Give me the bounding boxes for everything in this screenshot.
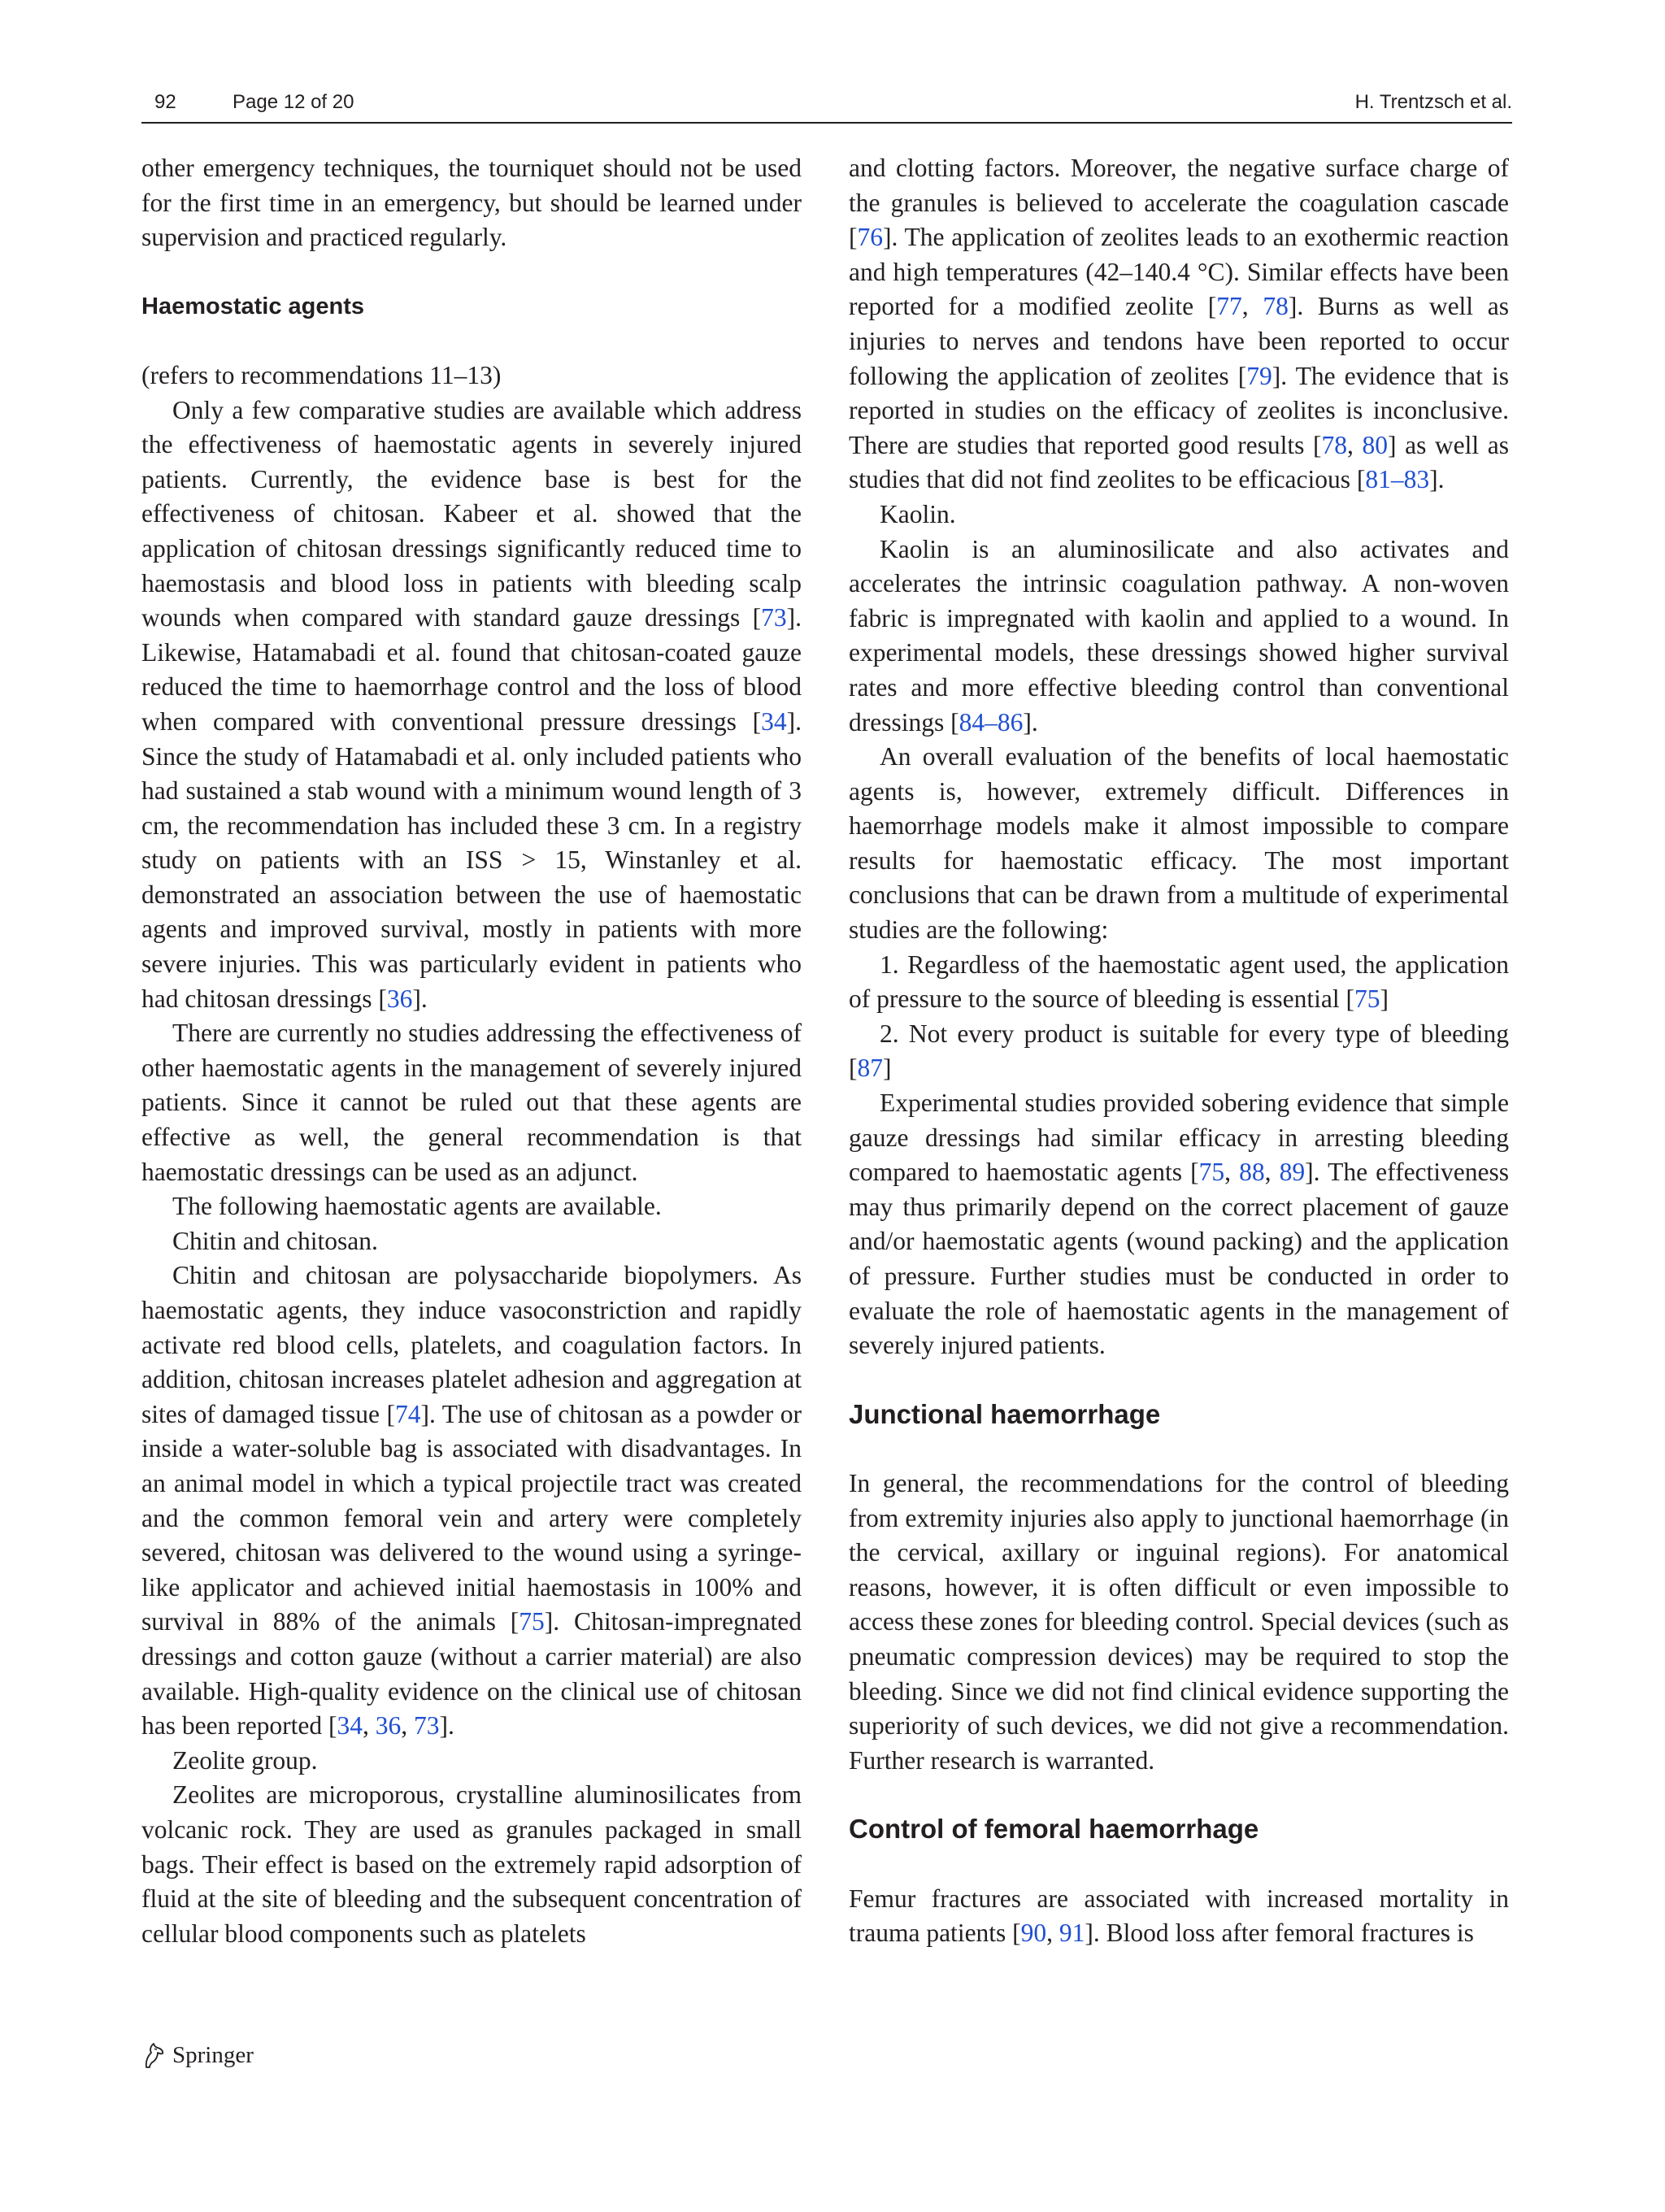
section-heading-junctional-haemorrhage: Junctional haemorrhage [849, 1398, 1161, 1429]
section-heading-haemostatic-agents: Haemostatic agents [141, 293, 364, 319]
paragraph: Kaolin is an aluminosilicate and also activates and accelerates the intrinsic coagulation pathway. A non-woven fabric is impregnated with kaolin and applied to a wound. In experimental models, these dressings showed higher survival rates and more effective bleeding control than conventional dressings [84–86]. [849, 534, 1509, 737]
citation-link[interactable]: 78 [1263, 292, 1289, 321]
citation-link[interactable]: 89 [1279, 1158, 1306, 1187]
paragraph: Chitin and chitosan are polysaccharide biopolymers. As haemostatic agents, they induce vasoconstriction and rapidly activate red blood cells, platelets, and coagulation factors. In addition, chitosan increases platelet adhesion and aggregation at sites of damaged tissue [74]. The use of chitosan as a powder or inside a water-soluble bag is associated with disadvantages. In an animal model in which a typical projectile tract was created and the common femoral vein and artery were completely severed, chitosan was delivered to the wound using a syringe-like applicator and achieved initial haemostasis in 100% and survival in 88% of the animals [75]. Chitosan-impregnated dressings and cotton gauze (without a carrier material) are also available. High-quality evidence on the clinical use of chitosan has been reported [34, 36, 73]. [141, 1261, 802, 1740]
paragraph: Kaolin. [880, 499, 956, 528]
citation-link[interactable]: 73 [761, 603, 787, 632]
paragraph: Zeolite group. [172, 1745, 318, 1775]
paragraph: Experimental studies provided sobering evidence that simple gauze dressings had similar efficacy in arresting bleeding compared to haemostatic agents [75, 88, 89]. The effectiveness may thus primarily depend on the correct placement of gauze and/or haemostatic agents (wound packing) and the application of pressure. Further studies must be conducted in order to evaluate the role of haemostatic agents in the management of severely injured patients. [849, 1089, 1510, 1360]
citation-link[interactable]: 73 [414, 1711, 440, 1740]
citation-link[interactable]: 36 [386, 984, 413, 1013]
paragraph: Zeolites are microporous, crystalline aluminosilicates from volcanic rock. They are used as granules packaged in small bags. Their effect is based on the extremely rapid adsorption of fluid at the site of bleeding and the subsequent concentration of cellular blood components such as platelets [141, 1780, 802, 1948]
citation-link[interactable]: 78 [1321, 430, 1348, 459]
running-head-authors: H. Trentzsch et al. [1354, 91, 1512, 113]
citation-link[interactable]: 75 [1198, 1158, 1225, 1187]
page-number: 92 [154, 91, 176, 113]
paragraph: Only a few comparative studies are available which address the effectiveness of haemostatic agents in severely injured patients. Currently, the evidence base is best for the effectiveness of chitosan. Kabeer et al. showed that the application of chitosan dressings significantly reduced time to haemostasis and blood loss in patients with bleeding scalp wounds when compared with standard gauze dressings [73]. Likewise, Hatamabadi et al. found that chitosan-coated gauze reduced the time to haemorrhage control and the loss of blood when compared with conventional pressure dressings [34]. Since the study of Hatamabadi et al. only included patients who had sustained a stab wound with a minimum wound length of 3 cm, the recommendation has included these 3 cm. In a registry study on patients with an ISS > 15, Winstanley et al. demonstrated an association between the use of haemostatic agents and improved survival, mostly in patients with more severe injuries. This was particularly evident in patients who had chitosan dressings [36]. [141, 395, 802, 1013]
right-column [849, 151, 1509, 1951]
paragraph: Femur fractures are associated with increased mortality in trauma patients [90, 91]. Blood loss after femoral fractures is [849, 1884, 1509, 1948]
left-column [141, 151, 802, 1951]
citation-link[interactable]: 74 [394, 1399, 421, 1428]
publisher-footer [141, 2039, 254, 2071]
citation-link[interactable]: 87 [857, 1054, 883, 1083]
citation-link[interactable]: 36 [375, 1711, 402, 1740]
publisher-name: Springer [172, 2041, 254, 2068]
citation-link[interactable]: 75 [1354, 984, 1380, 1014]
list-item: 1. Regardless of the haemostatic agent used, the application of pressure to the source of bleeding is essential [75] [849, 950, 1509, 1014]
paragraph: An overall evaluation of the benefits of local haemostatic agents is, however, extremely difficult. Differences in haemorrhage models make it almost impossible to compare results for haemostatic efficacy. The most important conclusions that can be drawn from a multitude of experimental studies are the following: [849, 742, 1509, 945]
paragraph: There are currently no studies addressing the effectiveness of other haemostatic agents in the management of severely injured patients. Since it cannot be ruled out that these agents are effective as well, the general recommendation is that haemostatic dressings can be used as an adjunct. [141, 1019, 802, 1186]
paragraph: The following haemostatic agents are available. [172, 1192, 662, 1221]
citation-link[interactable]: 34 [337, 1711, 363, 1740]
paragraph: and clotting factors. Moreover, the negative surface charge of the granules is believed to accelerate the coagulation cascade [76]. The application of zeolites leads to an exothermic reaction and high temperatures (42–140.4 °C). Similar effects have been reported for a modified zeolite [77, 78]. Burns as well as injuries to nerves and tendons have been reported to occur following the application of zeolites [79]. The evidence that is reported in studies on the efficacy of zeolites is inconclusive. There are studies that reported good results [78, 80] as well as studies that did not find zeolites to be efficacious [81–83]. [849, 154, 1510, 494]
citation-link[interactable]: 79 [1246, 361, 1272, 390]
citation-link[interactable]: 34 [761, 706, 787, 736]
citation-link[interactable]: 80 [1362, 430, 1388, 459]
paragraph: In general, the recommendations for the control of bleeding from extremity injuries also apply to junctional haemorrhage (in the cervical, axillary or inguinal regions). For anatomical reasons, however, it is often difficult or even impossible to access these zones for bleeding control. Special devices (such as pneumatic compression devices) may be required to stop the bleeding. Since we did not find clinical evidence supporting the superiority of such devices, we did not give a recommendation. Further research is warranted. [849, 1468, 1509, 1775]
citation-link[interactable]: 91 [1059, 1919, 1085, 1948]
paragraph: other emergency techniques, the tourniquet should not be used for the first time in an emergency, but should be learned under supervision and practiced regularly. [141, 154, 802, 252]
paragraph: Chitin and chitosan. [172, 1226, 378, 1255]
list-item: 2. Not every product is suitable for every type of bleeding [87] [849, 1019, 1509, 1083]
citation-link[interactable]: 88 [1239, 1158, 1265, 1187]
citation-link[interactable]: 75 [519, 1607, 545, 1636]
citation-link[interactable]: 77 [1216, 292, 1242, 321]
citation-link[interactable]: 84–86 [959, 707, 1024, 737]
citation-link[interactable]: 81–83 [1365, 465, 1430, 494]
header-rule [141, 122, 1512, 124]
springer-horse-icon [141, 2041, 166, 2069]
citation-link[interactable]: 90 [1020, 1919, 1047, 1948]
running-head [141, 88, 1512, 117]
section-heading-femoral-haemorrhage: Control of femoral haemorrhage [849, 1814, 1259, 1845]
citation-link[interactable]: 76 [857, 223, 883, 252]
paragraph: (refers to recommendations 11–13) [141, 360, 502, 389]
page-of-count: Page 12 of 20 [233, 91, 354, 113]
